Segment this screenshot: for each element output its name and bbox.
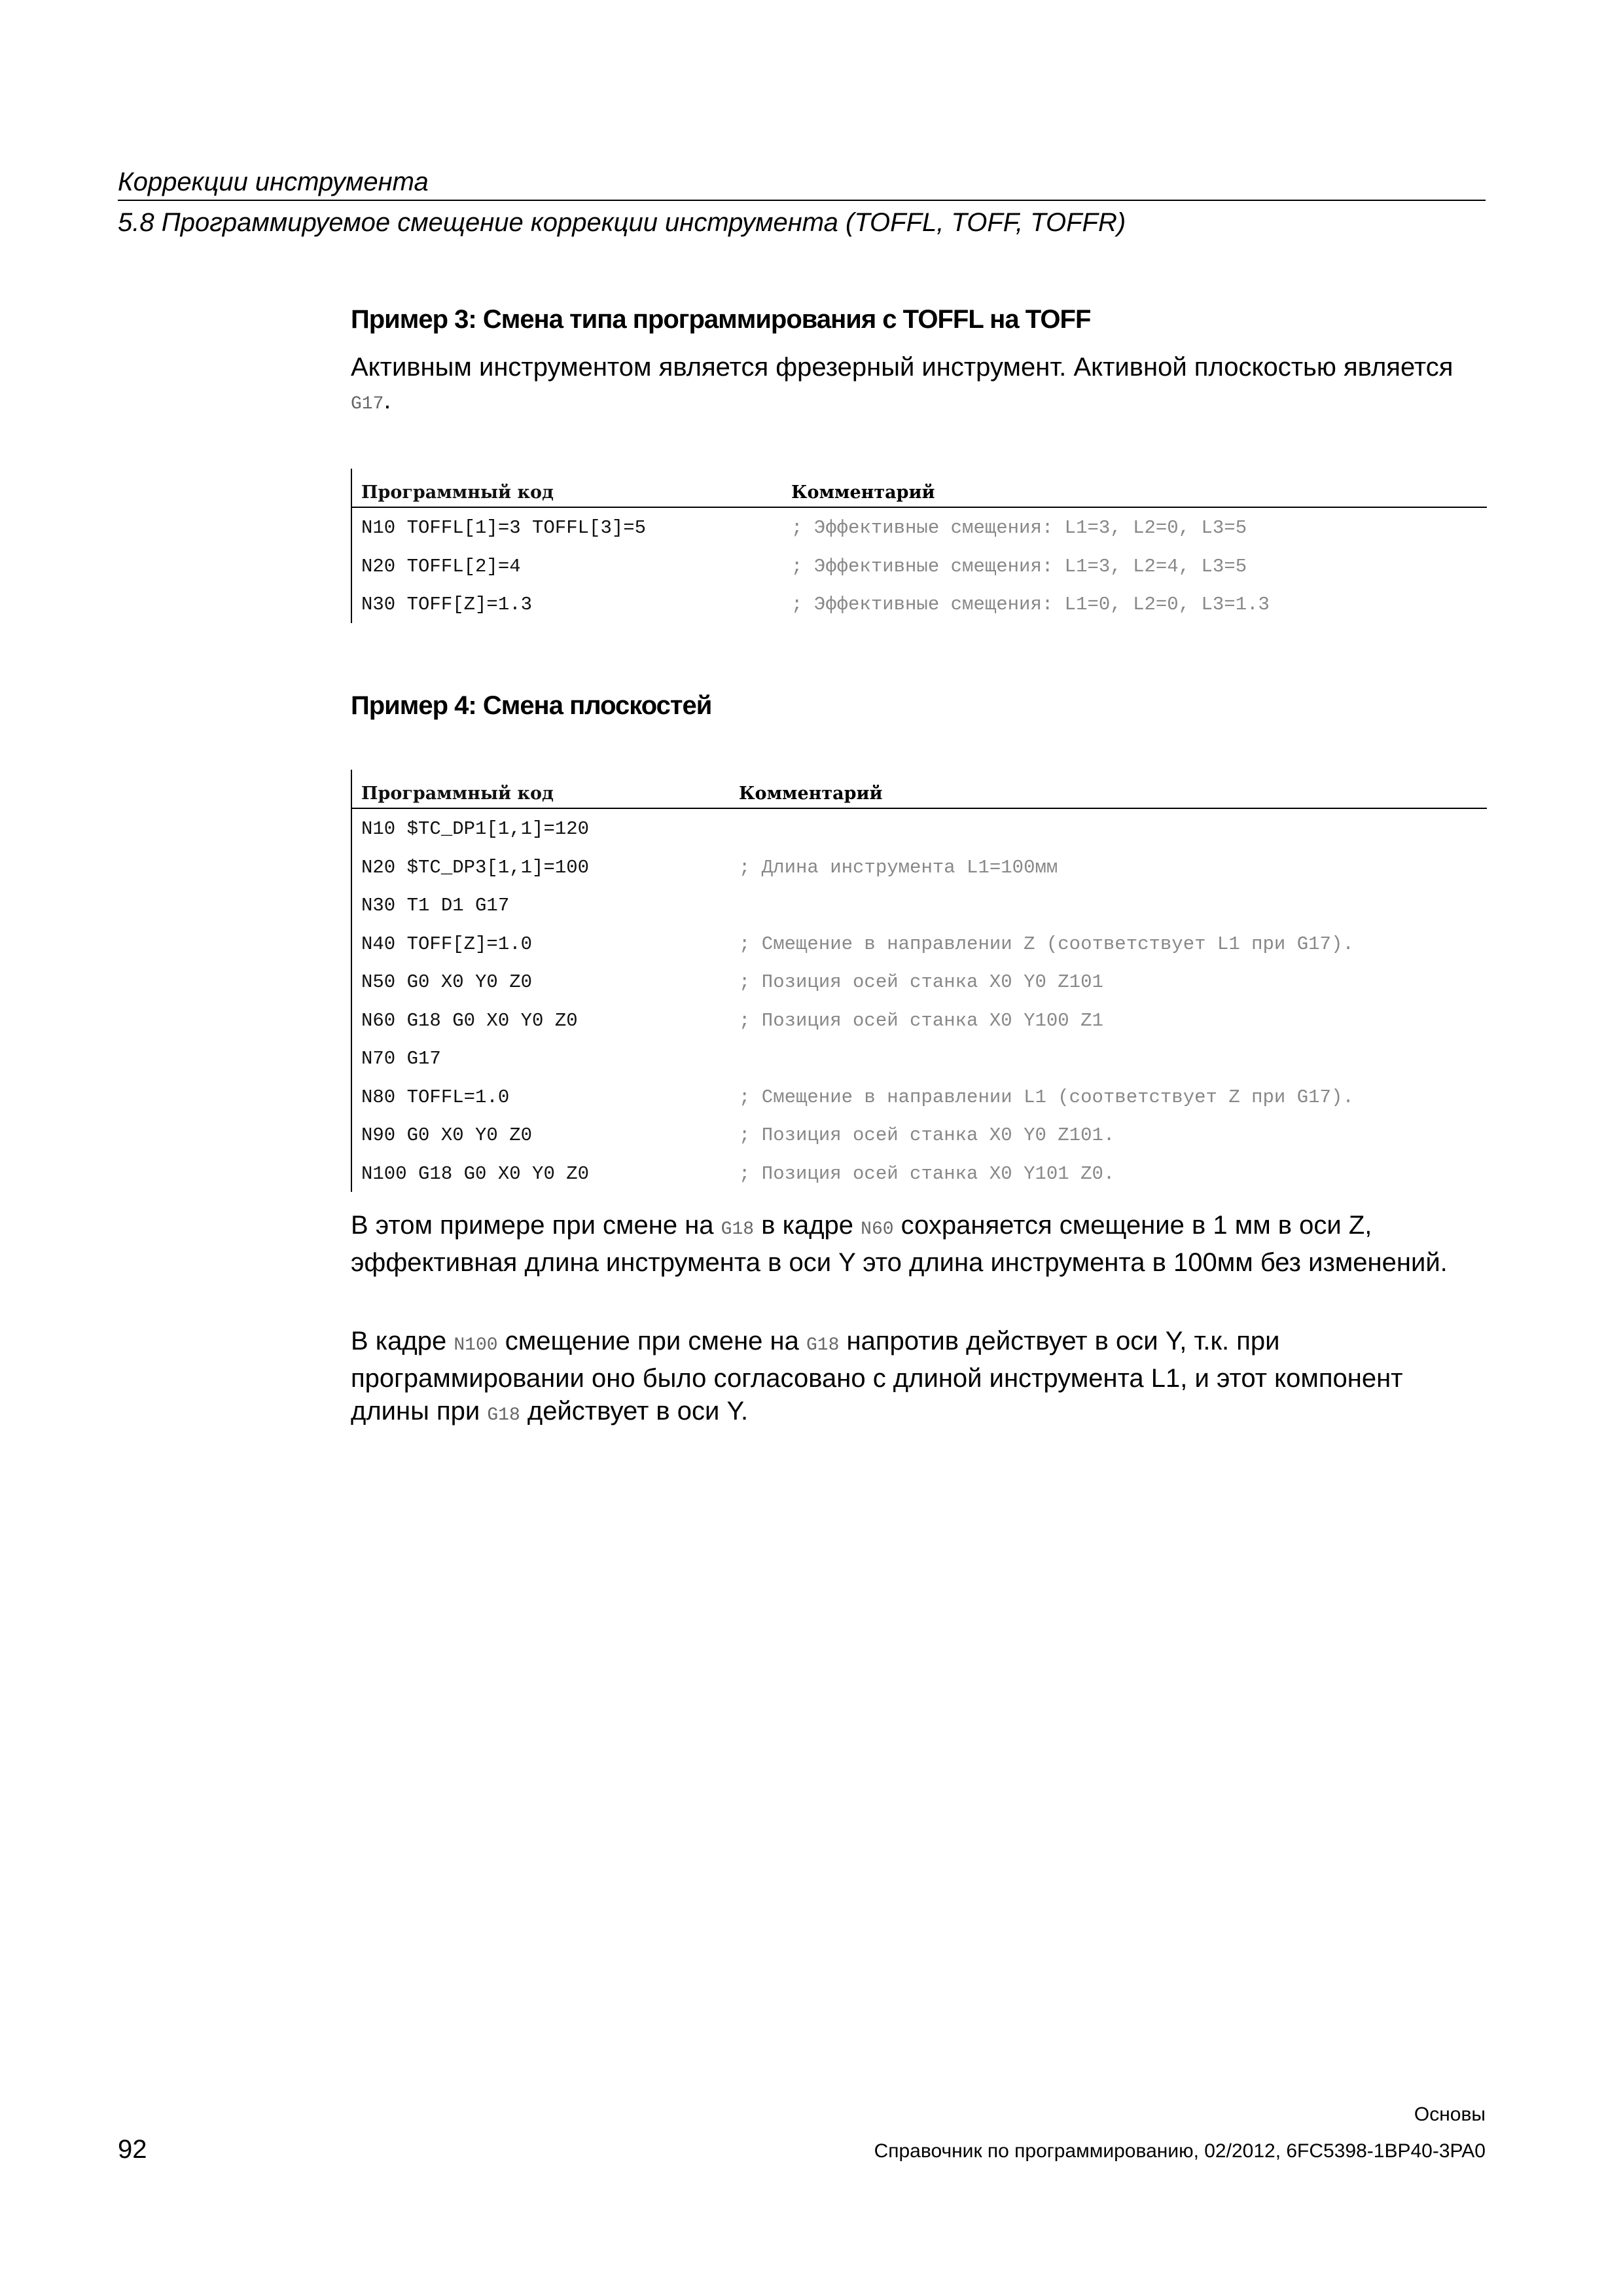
footer-doc-reference: Справочник по программированию, 02/2012, 6FC5398-1BP40-3PA0 bbox=[874, 2140, 1486, 2162]
explanation-paragraph-2: В кадре N100 смещение при смене на G18 напротив действует в оси Y, т.к. при программировании оно было согласовано с длиной инструмента L1, и этот компонент длины при G18 действует в оси Y. bbox=[351, 1327, 1403, 1426]
code-cell: N40 TOFF[Z]=1.0 bbox=[361, 933, 533, 955]
page-number: 92 bbox=[118, 2135, 147, 2164]
inline-code: G17 bbox=[351, 394, 384, 414]
code-cell: N60 G18 G0 X0 Y0 Z0 bbox=[361, 1009, 578, 1031]
table-row bbox=[352, 1115, 1487, 1154]
table-row bbox=[352, 547, 1487, 585]
table-header bbox=[352, 469, 1487, 508]
inline-code: N60 bbox=[861, 1219, 894, 1240]
column-header-code: Программный код bbox=[361, 482, 554, 503]
footer-doc-title: Основы bbox=[1414, 2104, 1486, 2125]
comment-cell: ; Эффективные смещения: L1=3, L2=0, L3=5 bbox=[791, 517, 1247, 539]
table-header bbox=[352, 770, 1487, 809]
table-row bbox=[352, 924, 1487, 963]
code-cell: N20 TOFFL[2]=4 bbox=[361, 555, 521, 577]
code-cell: N80 TOFFL=1.0 bbox=[361, 1086, 510, 1108]
table-row bbox=[352, 1001, 1487, 1039]
comment-cell: ; Смещение в направлении Z (соответствует L1 при G17). bbox=[739, 933, 1354, 955]
code-cell: N10 TOFFL[1]=3 TOFFL[3]=5 bbox=[361, 517, 647, 539]
code-cell: N90 G0 X0 Y0 Z0 bbox=[361, 1124, 533, 1146]
inline-code: G18 bbox=[806, 1335, 840, 1355]
code-cell: N30 TOFF[Z]=1.3 bbox=[361, 594, 533, 615]
example3-title: Пример 3: Смена типа программирования с TOFFL на TOFF bbox=[351, 305, 1091, 334]
table-row bbox=[352, 809, 1487, 848]
comment-cell: ; Позиция осей станка X0 Y101 Z0. bbox=[739, 1162, 1115, 1185]
code-cell: N50 G0 X0 Y0 Z0 bbox=[361, 971, 533, 993]
code-cell: N70 G17 bbox=[361, 1048, 441, 1069]
table-row bbox=[352, 1077, 1487, 1116]
inline-code: N100 bbox=[454, 1335, 498, 1355]
comment-cell: ; Позиция осей станка X0 Y0 Z101. bbox=[739, 1124, 1115, 1146]
explanation-paragraph-1: В этом примере при смене на G18 в кадре N60 сохраняется смещение в 1 мм в оси Z, эффективная длина инструмента в оси Y это длина инструмента в 100мм без изменений. bbox=[351, 1211, 1448, 1277]
example4-title: Пример 4: Смена плоскостей bbox=[351, 691, 712, 720]
comment-cell: ; Смещение в направлении L1 (соответствует Z при G17). bbox=[739, 1086, 1354, 1108]
comment-cell: ; Позиция осей станка X0 Y0 Z101 bbox=[739, 971, 1103, 993]
column-header-comment: Комментарий bbox=[739, 783, 883, 804]
code-cell: N10 $TC_DP1[1,1]=120 bbox=[361, 818, 590, 840]
example3-code-table bbox=[351, 469, 1487, 623]
inline-code: G18 bbox=[487, 1405, 520, 1426]
comment-cell: ; Эффективные смещения: L1=0, L2=0, L3=1.3 bbox=[791, 594, 1270, 615]
running-header-section: 5.8 Программируемое смещение коррекции инструмента (TOFFL, TOFF, TOFFR) bbox=[118, 208, 1126, 237]
comment-cell: ; Длина инструмента L1=100мм bbox=[739, 856, 1058, 878]
running-header-chapter: Коррекции инструмента bbox=[118, 168, 429, 196]
code-cell: N100 G18 G0 X0 Y0 Z0 bbox=[361, 1162, 590, 1185]
code-cell: N20 $TC_DP3[1,1]=100 bbox=[361, 856, 590, 878]
table-row bbox=[352, 886, 1487, 924]
table-row bbox=[352, 962, 1487, 1001]
comment-cell: ; Позиция осей станка X0 Y100 Z1 bbox=[739, 1009, 1103, 1031]
example3-text: Активным инструментом является фрезерный инструмент. Активной плоскостью является G17. bbox=[351, 353, 1454, 414]
table-row bbox=[352, 848, 1487, 886]
example4-code-table bbox=[351, 770, 1487, 1192]
table-row bbox=[352, 1154, 1487, 1193]
code-cell: N30 T1 D1 G17 bbox=[361, 895, 510, 916]
table-row bbox=[352, 508, 1487, 547]
comment-cell: ; Эффективные смещения: L1=3, L2=4, L3=5 bbox=[791, 555, 1247, 577]
header-rule bbox=[118, 200, 1486, 201]
inline-code: G18 bbox=[721, 1219, 755, 1240]
column-header-code: Программный код bbox=[361, 783, 554, 804]
table-row bbox=[352, 1039, 1487, 1077]
column-header-comment: Комментарий bbox=[791, 482, 935, 503]
table-row bbox=[352, 584, 1487, 623]
